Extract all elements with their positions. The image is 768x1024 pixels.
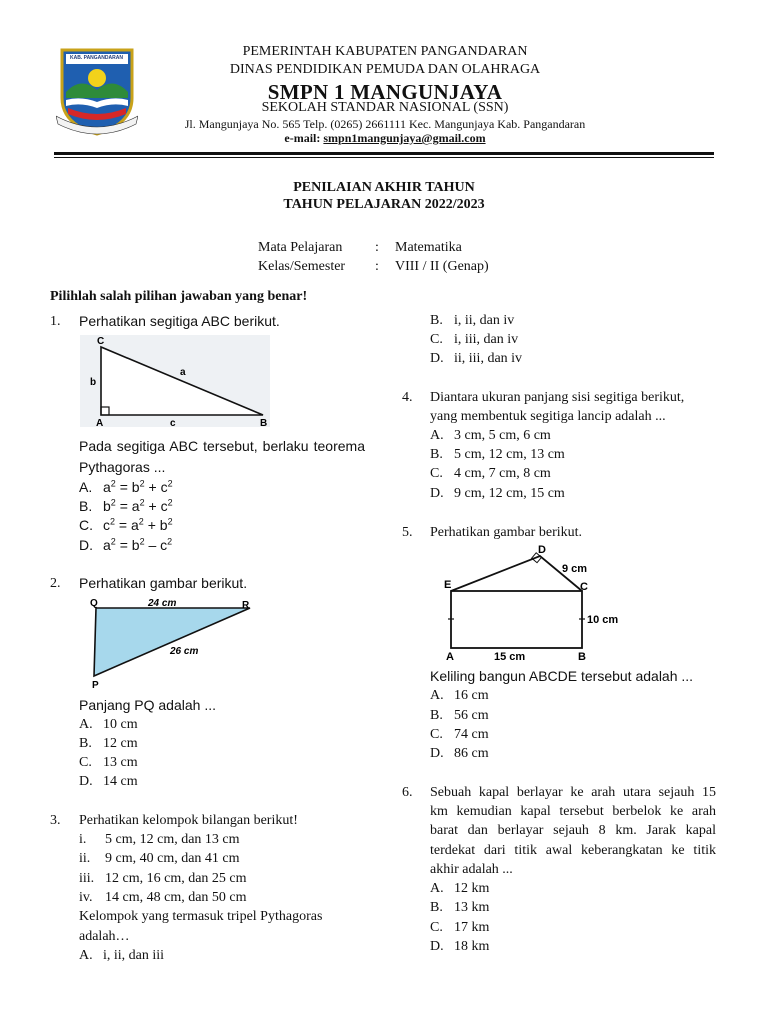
q4-line2: yang membentuk segitiga lancip adalah ...: [430, 409, 666, 424]
q1-number: 1.: [50, 314, 61, 329]
q6-number: 6.: [402, 785, 413, 800]
q5-option-a[interactable]: A. 16 cm: [430, 688, 489, 703]
q5-label-bottom: 15 cm: [494, 651, 526, 663]
q1-option-a[interactable]: A. $a^2 = b^2 + c^2$: [79, 478, 173, 495]
q2-triangle-figure: [80, 596, 266, 692]
q3-option-b[interactable]: B. i, ii, dan iv: [430, 313, 515, 328]
gov-name: PEMERINTAH KABUPATEN PANGANDARAN: [242, 44, 528, 59]
q3-item-iii: iii. 12 cm, 16 cm, dan 25 cm: [79, 871, 247, 886]
class-colon: :: [375, 259, 379, 274]
q1-option-c[interactable]: C. $c^2 = a^2 + b^2$: [79, 516, 173, 533]
q1-label-c: c: [170, 418, 176, 427]
school-address: Jl. Mangunjaya No. 565 Telp. (0265) 2661111 Kec. Mangunjaya Kab. Pangandaran: [184, 117, 586, 131]
q6-option-d[interactable]: D. 18 km: [430, 939, 490, 954]
q1-triangle-figure: [80, 335, 270, 427]
logo-text: KAB. PANGANDARAN: [70, 55, 123, 61]
school-name: SMPN 1 MANGUNJAYA: [267, 80, 503, 104]
q2-question: Panjang PQ adalah ...: [79, 697, 216, 713]
q4-option-b[interactable]: B. 5 cm, 12 cm, 13 cm: [430, 447, 565, 462]
q5-label-A: A: [446, 651, 454, 663]
q3-number: 3.: [50, 813, 61, 828]
q2-label-top: 24 cm: [148, 598, 177, 609]
q5-label-right: 10 cm: [587, 614, 619, 626]
q5-label-B: B: [578, 651, 586, 663]
header-rule-thin: [54, 157, 714, 158]
q1-label-B: B: [260, 418, 268, 427]
subject-label: Mata Pelajaran: [258, 240, 343, 255]
q1-label-b: b: [90, 377, 97, 388]
q5-number: 5.: [402, 525, 413, 540]
q3-question-line2: adalah…: [79, 929, 130, 944]
q2-number: 2.: [50, 576, 61, 591]
q5-label-C: C: [580, 581, 588, 593]
q2-option-c[interactable]: C. 13 cm: [79, 755, 138, 770]
q2-option-d[interactable]: D. 14 cm: [79, 774, 138, 789]
q1-desc-line2: Pythagoras ...: [79, 459, 166, 475]
q1-option-d[interactable]: D. $a^2 = b^2 - c^2$: [79, 536, 173, 553]
email-line: [160, 131, 610, 146]
q5-label-D: D: [538, 544, 546, 556]
q6-line5: akhir adalah ...: [430, 862, 513, 877]
q3-text: Perhatikan kelompok bilangan berikut!: [79, 813, 298, 828]
q1-label-A: A: [96, 418, 104, 427]
q2-option-b[interactable]: B. 12 cm: [79, 736, 138, 751]
email-label: e-mail:: [284, 131, 321, 145]
subject-value: Matematika: [395, 240, 462, 255]
q6-line3: barat dan berlayar sejauh 8 km. Jarak kapal: [430, 823, 716, 838]
q1-option-b[interactable]: B. $b^2 = a^2 + c^2$: [79, 497, 173, 514]
q2-option-a[interactable]: A. 10 cm: [79, 717, 138, 732]
dept-name: DINAS PENDIDIKAN PEMUDA DAN OLAHRAGA: [229, 62, 541, 77]
q6-option-a[interactable]: A. 12 km: [430, 881, 490, 896]
class-value: VIII / II (Genap): [395, 259, 489, 274]
q5-option-c[interactable]: C. 74 cm: [430, 727, 489, 742]
q6-line1: Sebuah kapal berlayar ke arah utara sejauh 15: [430, 785, 716, 800]
q5-pentagon-figure: [430, 542, 640, 666]
q1-text: Perhatikan segitiga ABC berikut.: [79, 313, 280, 329]
q6-option-b[interactable]: B. 13 km: [430, 900, 490, 915]
q5-option-d[interactable]: D. 86 cm: [430, 746, 489, 761]
q5-option-b[interactable]: B. 56 cm: [430, 708, 489, 723]
q1-desc-line1: Pada segitiga ABC tersebut, berlaku teorema: [79, 438, 365, 454]
q4-option-c[interactable]: C. 4 cm, 7 cm, 8 cm: [430, 466, 551, 481]
q3-option-d[interactable]: D. ii, iii, dan iv: [430, 351, 523, 366]
q5-label-dc: 9 cm: [562, 563, 588, 575]
q3-item-ii: ii. 9 cm, 40 cm, dan 41 cm: [79, 851, 240, 866]
instruction: Pilihlah salah pilihan jawaban yang benar!: [50, 289, 308, 304]
q5-text: Perhatikan gambar berikut.: [430, 525, 583, 540]
q3-question-line1: Kelompok yang termasuk tripel Pythagoras: [79, 909, 323, 924]
q2-text: Perhatikan gambar berikut.: [79, 575, 248, 591]
q3-item-iv: iv. 14 cm, 48 cm, dan 50 cm: [79, 890, 247, 905]
q2-label-hyp: 26 cm: [170, 646, 199, 657]
q4-option-a[interactable]: A. 3 cm, 5 cm, 6 cm: [430, 428, 551, 443]
q2-label-Q: Q: [90, 598, 98, 609]
exam-title: PENILAIAN AKHIR TAHUN: [293, 180, 475, 195]
q6-line4: terdekat dari titik awal keberangkatan ke titik: [430, 843, 716, 858]
q5-label-E: E: [444, 579, 452, 591]
q6-line2: km kemudian kapal tersebut berbelok ke arah: [430, 804, 716, 819]
q4-line1: Diantara ukuran panjang sisi segitiga berikut,: [430, 390, 685, 405]
q3-option-c[interactable]: C. i, iii, dan iv: [430, 332, 519, 347]
q4-option-d[interactable]: D. 9 cm, 12 cm, 15 cm: [430, 486, 565, 501]
q3-item-i: i. 5 cm, 12 cm, dan 13 cm: [79, 832, 240, 847]
school-logo: [56, 46, 138, 136]
q1-label-a: a: [180, 367, 186, 378]
q3-option-a[interactable]: A. i, ii, dan iii: [79, 948, 165, 963]
header-rule-thick: [54, 152, 714, 155]
email-link[interactable]: smpn1mangunjaya@gmail.com: [323, 131, 486, 145]
q2-label-P: P: [92, 680, 99, 691]
subject-colon: :: [375, 240, 379, 255]
q4-number: 4.: [402, 390, 413, 405]
exam-year: TAHUN PELAJARAN 2022/2023: [283, 197, 485, 212]
q1-label-C: C: [97, 336, 105, 347]
school-standard: SEKOLAH STANDAR NASIONAL (SSN): [261, 100, 509, 115]
q2-label-R: R: [242, 600, 250, 611]
q5-question: Keliling bangun ABCDE tersebut adalah ...: [430, 668, 694, 684]
q6-option-c[interactable]: C. 17 km: [430, 920, 490, 935]
class-label: Kelas/Semester: [258, 259, 346, 274]
